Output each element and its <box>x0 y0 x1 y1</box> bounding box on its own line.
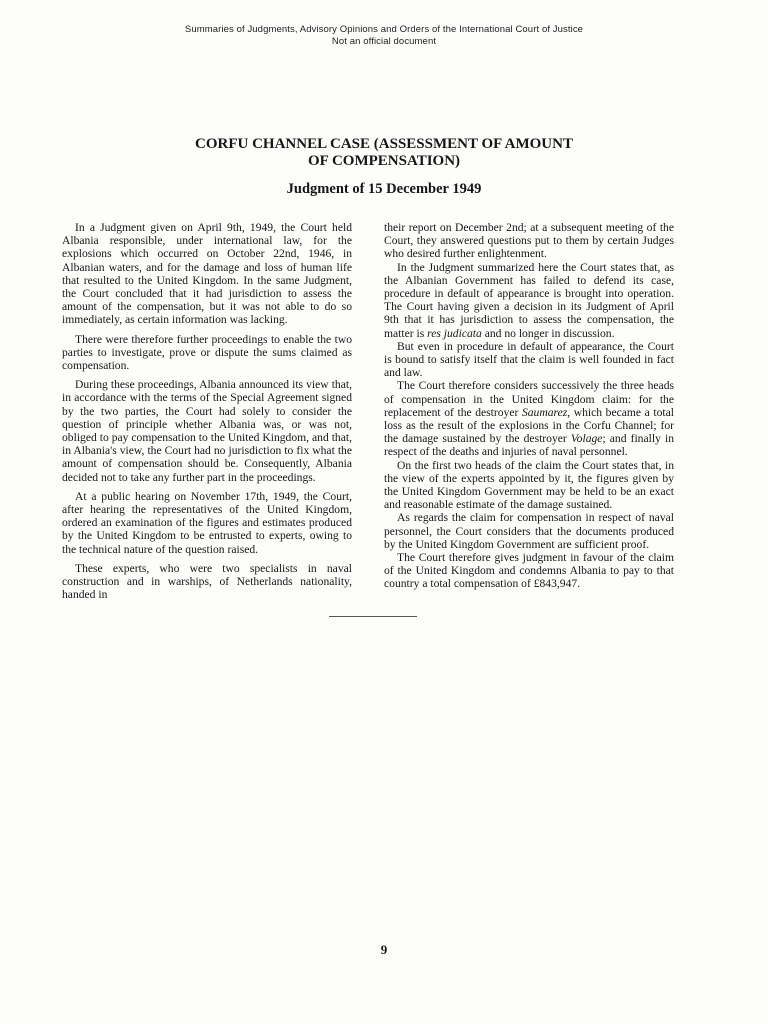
header-disclaimer: Not an official document <box>331 36 437 47</box>
case-title-line-1: CORFU CHANNEL CASE (ASSESSMENT OF AMOUNT <box>195 136 573 152</box>
ship-name: Saumarez <box>521 405 568 419</box>
paragraph: There were therefore further proceedings to enable the two parties to investigate, prove or dispute the sums claimed as compensation. <box>62 332 352 373</box>
page-number: 9 <box>380 942 388 957</box>
paragraph: As regards the claim for compensation in respect of naval personnel, the Court considers that the documents produced by the United Kingdom Government are sufficient proof. <box>384 511 674 551</box>
paragraph <box>384 261 674 340</box>
end-of-summary-rule <box>329 616 417 617</box>
paragraph: During these proceedings, Albania announced its view that, in accordance with the terms of the Special Agreement signed by the two parties, the Court had solely to consider the question of principle whether Albania was, or was not, obliged to pay compensation to the United Kingdom, and that, in Albania's view, the Court had no jurisdiction to fix what the amount of compensation should be. Consequently, Albania decided not to take any further part in the proceedings. <box>62 378 352 484</box>
running-header <box>0 24 768 48</box>
paragraph: But even in procedure in default of appearance, the Court is bound to satisfy itself that the claim is well founded in fact and law. <box>384 339 674 380</box>
paragraph-continued: their report on December 2nd; at a subsequent meeting of the Court, they answered questions put to them by certain Judges who desired further enlightenment. <box>384 221 674 261</box>
case-title-line-2: OF COMPENSATION) <box>307 153 461 169</box>
paragraph-text: In the Judgment summarized here the Court states that, as the Albanian Government has failed to defend its case, procedure in default of appearance is brought into operation. The Court having given a decision in its Judgment of April 9th that it has jurisdiction to assess the compensation, the matter is <box>384 260 674 340</box>
ship-name: Volage <box>570 432 603 446</box>
case-title <box>0 136 768 170</box>
paragraph-text: The Court therefore considers successively the three heads of compensation in the United Kingdom claim: for the replacement of the destroyer <box>384 379 674 419</box>
paragraph-text: , which became a total loss as the result of the explosions in the Corfu Channel; for the damage sustained by the destroyer <box>384 405 674 446</box>
paragraph: The Court therefore gives judgment in favour of the claim of the United Kingdom and condemns Albania to pay to that country a total compensation of £843,947. <box>384 551 674 591</box>
header-collection-title: Summaries of Judgments, Advisory Opinions and Orders of the International Court of Justice <box>184 24 584 35</box>
judgment-date-heading: Judgment of 15 December 1949 <box>286 181 482 197</box>
right-text-column <box>384 221 674 591</box>
paragraph: On the first two heads of the claim the Court states that, in the view of the experts appointed by it, the figures given by the United Kingdom Government may be held to be an exact and reasonable estimate of the damage sustained. <box>384 458 674 512</box>
paragraph <box>384 379 674 458</box>
latin-term: res judicata <box>427 326 482 340</box>
paragraph: In a Judgment given on April 9th, 1949, the Court held Albania responsible, under international law, for the explosions which occurred on October 22nd, 1946, in Albanian waters, and for the damage and loss of human life that resulted to the United Kingdom. In the same Judgment, the Court concluded that it had jurisdiction to assess the amount of the compensation, but it was not able to do so immediately, as certain information was lacking. <box>62 221 352 327</box>
paragraph: At a public hearing on November 17th, 1949, the Court, after hearing the representatives of the United Kingdom, ordered an examination of the figures and estimates produced by the United Kingdom to be entrusted to experts, owing to the technical nature of the question raised. <box>62 489 352 556</box>
paragraph-text: ; and finally in respect of the deaths and injuries of naval personnel. <box>384 432 674 459</box>
paragraph: These experts, who were two specialists in naval construction and in warships, of Netherlands nationality, handed in <box>62 561 352 602</box>
paragraph-text: and no longer in discussion. <box>484 326 615 340</box>
left-text-column <box>62 221 352 601</box>
